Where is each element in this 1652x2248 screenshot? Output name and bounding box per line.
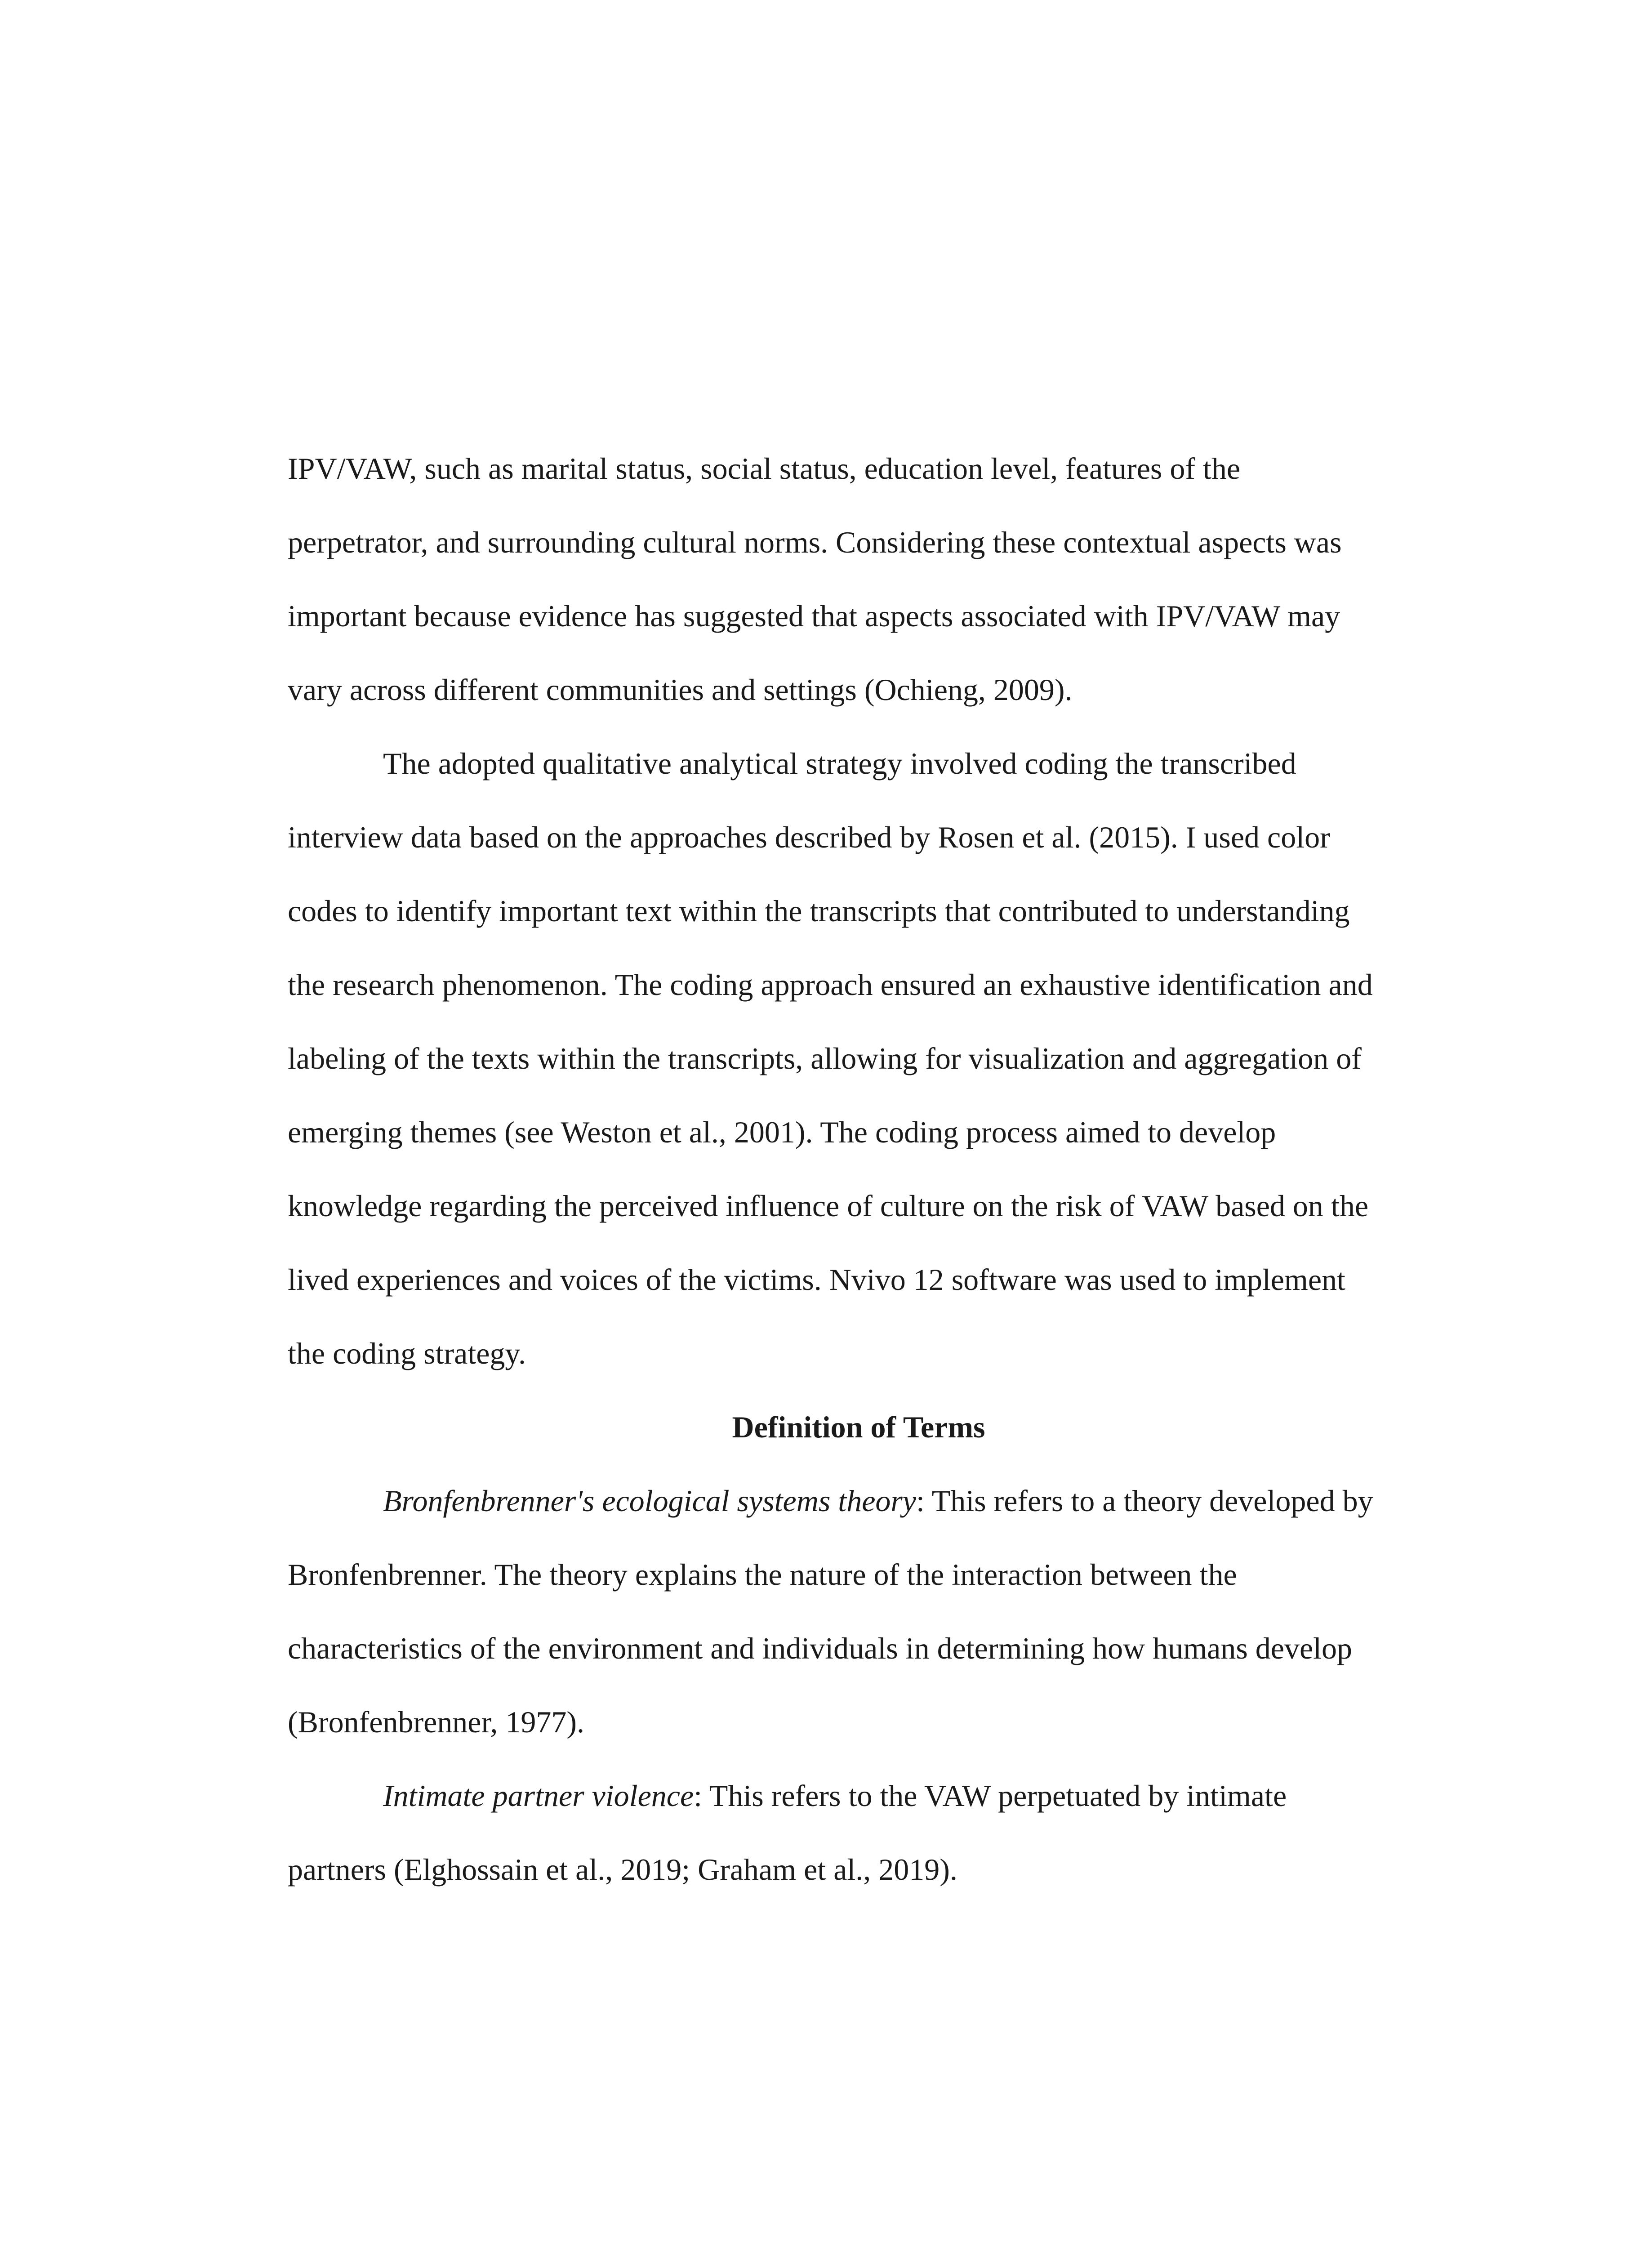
definition-term: Bronfenbrenner's ecological systems theory bbox=[383, 1484, 917, 1518]
definition-term: Intimate partner violence bbox=[383, 1779, 694, 1813]
paragraph-line: interview data based on the approaches described by Rosen et al. (2015). I used color bbox=[288, 820, 1330, 854]
definition-term-line bbox=[288, 1759, 1429, 1833]
paragraph-line: characteristics of the environment and individuals in determining how humans develop bbox=[288, 1631, 1353, 1665]
paragraph-line: The adopted qualitative analytical strategy involved coding the transcribed bbox=[383, 746, 1296, 781]
body-text bbox=[288, 432, 1429, 1906]
paragraph-line: important because evidence has suggested that aspects associated with IPV/VAW may bbox=[288, 599, 1340, 633]
paragraph-line: the research phenomenon. The coding approach ensured an exhaustive identification and bbox=[288, 968, 1373, 1002]
paragraph-line: Bronfenbrenner. The theory explains the nature of the interaction between the bbox=[288, 1557, 1237, 1592]
paragraph-line: labeling of the texts within the transcripts, allowing for visualization and aggregation of bbox=[288, 1041, 1362, 1075]
paragraph-line: partners (Elghossain et al., 2019; Graham et al., 2019). bbox=[288, 1852, 957, 1887]
paragraph-line: lived experiences and voices of the victims. Nvivo 12 software was used to implement bbox=[288, 1262, 1345, 1297]
paragraph-line: vary across different communities and settings (Ochieng, 2009). bbox=[288, 673, 1073, 707]
paragraph-line: IPV/VAW, such as marital status, social status, education level, features of the bbox=[288, 451, 1241, 486]
paragraph-line: emerging themes (see Weston et al., 2001). The coding process aimed to develop bbox=[288, 1115, 1276, 1149]
definition-term-line bbox=[288, 1464, 1429, 1538]
paragraph-line: perpetrator, and surrounding cultural norms. Considering these contextual aspects was bbox=[288, 525, 1342, 559]
paragraph-line: knowledge regarding the perceived influence of culture on the risk of VAW based on the bbox=[288, 1189, 1369, 1223]
definition-text: : This refers to the VAW perpetuated by intimate bbox=[694, 1779, 1287, 1813]
section-heading: Definition of Terms bbox=[732, 1410, 985, 1444]
paragraph-line: (Bronfenbrenner, 1977). bbox=[288, 1705, 585, 1739]
definition-text: : This refers to a theory developed by bbox=[916, 1484, 1373, 1518]
paragraph-line: codes to identify important text within the transcripts that contributed to understanding bbox=[288, 894, 1350, 928]
paragraph-line: the coding strategy. bbox=[288, 1336, 526, 1370]
